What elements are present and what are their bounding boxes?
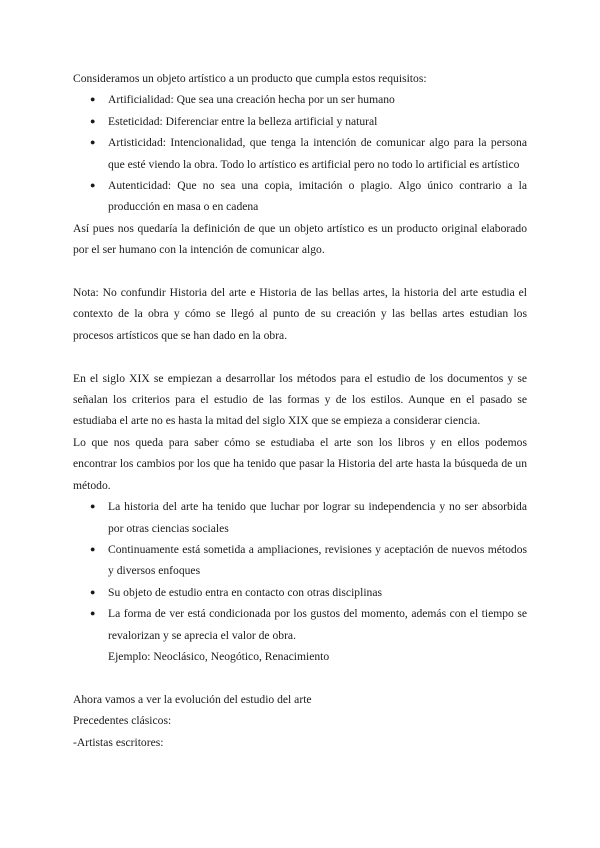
intro-paragraph: Consideramos un objeto artístico a un producto que cumpla estos requisitos: — [73, 72, 427, 85]
example-line: Ejemplo: Neoclásico, Neogótico, Renacimiento — [108, 649, 330, 663]
list-item: ● Esteticidad: Diferenciar entre la belleza artificial y natural — [73, 111, 527, 132]
bullet-icon: ● — [90, 180, 96, 191]
list-item: ● Artisticidad: Intencionalidad, que tenga la intención de comunicar algo para la persona que esté viendo la obra. Todo lo artístico es artificial pero no todo lo artificial es artístico — [73, 132, 527, 175]
definition-paragraph: Así pues nos quedaría la definición de que un objeto artístico es un producto original elaborado por el ser humano con la intención de comunicar algo. — [73, 221, 527, 257]
paragraph-spacer — [73, 346, 527, 367]
list-item: ● La historia del arte ha tenido que luchar por lograr su independencia y no ser absorbida por otras ciencias sociales — [73, 496, 527, 539]
bullet-icon: ● — [90, 501, 96, 512]
list-item: ● Artificialidad: Que sea una creación hecha por un ser humano — [73, 89, 527, 110]
list-item: ● Continuamente está sometida a ampliaciones, revisiones y aceptación de nuevos métodos y diversos enfoques — [73, 539, 527, 582]
bullet-icon: ● — [90, 115, 96, 126]
list-item: ● Su objeto de estudio entra en contacto con otras disciplinas — [73, 582, 527, 603]
bullet-icon: ● — [90, 586, 96, 597]
bullet-icon: ● — [90, 137, 96, 148]
paragraph-spacer — [73, 667, 527, 688]
document-body — [73, 68, 527, 753]
method-paragraph: Lo que nos queda para saber cómo se estudiaba el arte son los libros y en ellos podemos encontrar los cambios por los que ha tenido que pasar la Historia del arte hasta la búsqueda de un método. — [73, 435, 527, 492]
bullet-icon: ● — [90, 94, 96, 105]
xix-paragraph: En el siglo XIX se empiezan a desarrollar los métodos para el estudio de los documentos y se señalan los criterios para el estudio de las formas y de los estilos. Aunque en el pasado se estudiaba el arte no es hasta la mitad del siglo XIX que se empieza a considerar ciencia. — [73, 371, 527, 428]
paragraph-spacer — [73, 261, 527, 282]
evolution-line: Ahora vamos a ver la evolución del estudio del arte — [73, 692, 312, 706]
changes-list — [73, 496, 527, 667]
list-item: ● La forma de ver está condicionada por los gustos del momento, además con el tiempo se revalorizan y se aprecia el valor de obra. Ejemplo: Neoclásico, Neogótico, Renacimiento — [73, 603, 527, 667]
bullet-icon: ● — [90, 543, 96, 554]
list-item: ● Autenticidad: Que no sea una copia, imitación o plagio. Algo único contrario a la producción en masa o en cadena — [73, 175, 527, 218]
requirements-list — [73, 89, 527, 217]
bullet-icon: ● — [90, 608, 96, 619]
writers-line: -Artistas escritores: — [73, 735, 164, 749]
note-paragraph: Nota: No confundir Historia del arte e Historia de las bellas artes, la historia del arte estudia el contexto de la obra y cómo se llegó al punto de su creación y las bellas artes estudian los procesos artísticos que se han dado en la obra. — [73, 286, 527, 342]
precedents-line: Precedentes clásicos: — [73, 714, 172, 728]
